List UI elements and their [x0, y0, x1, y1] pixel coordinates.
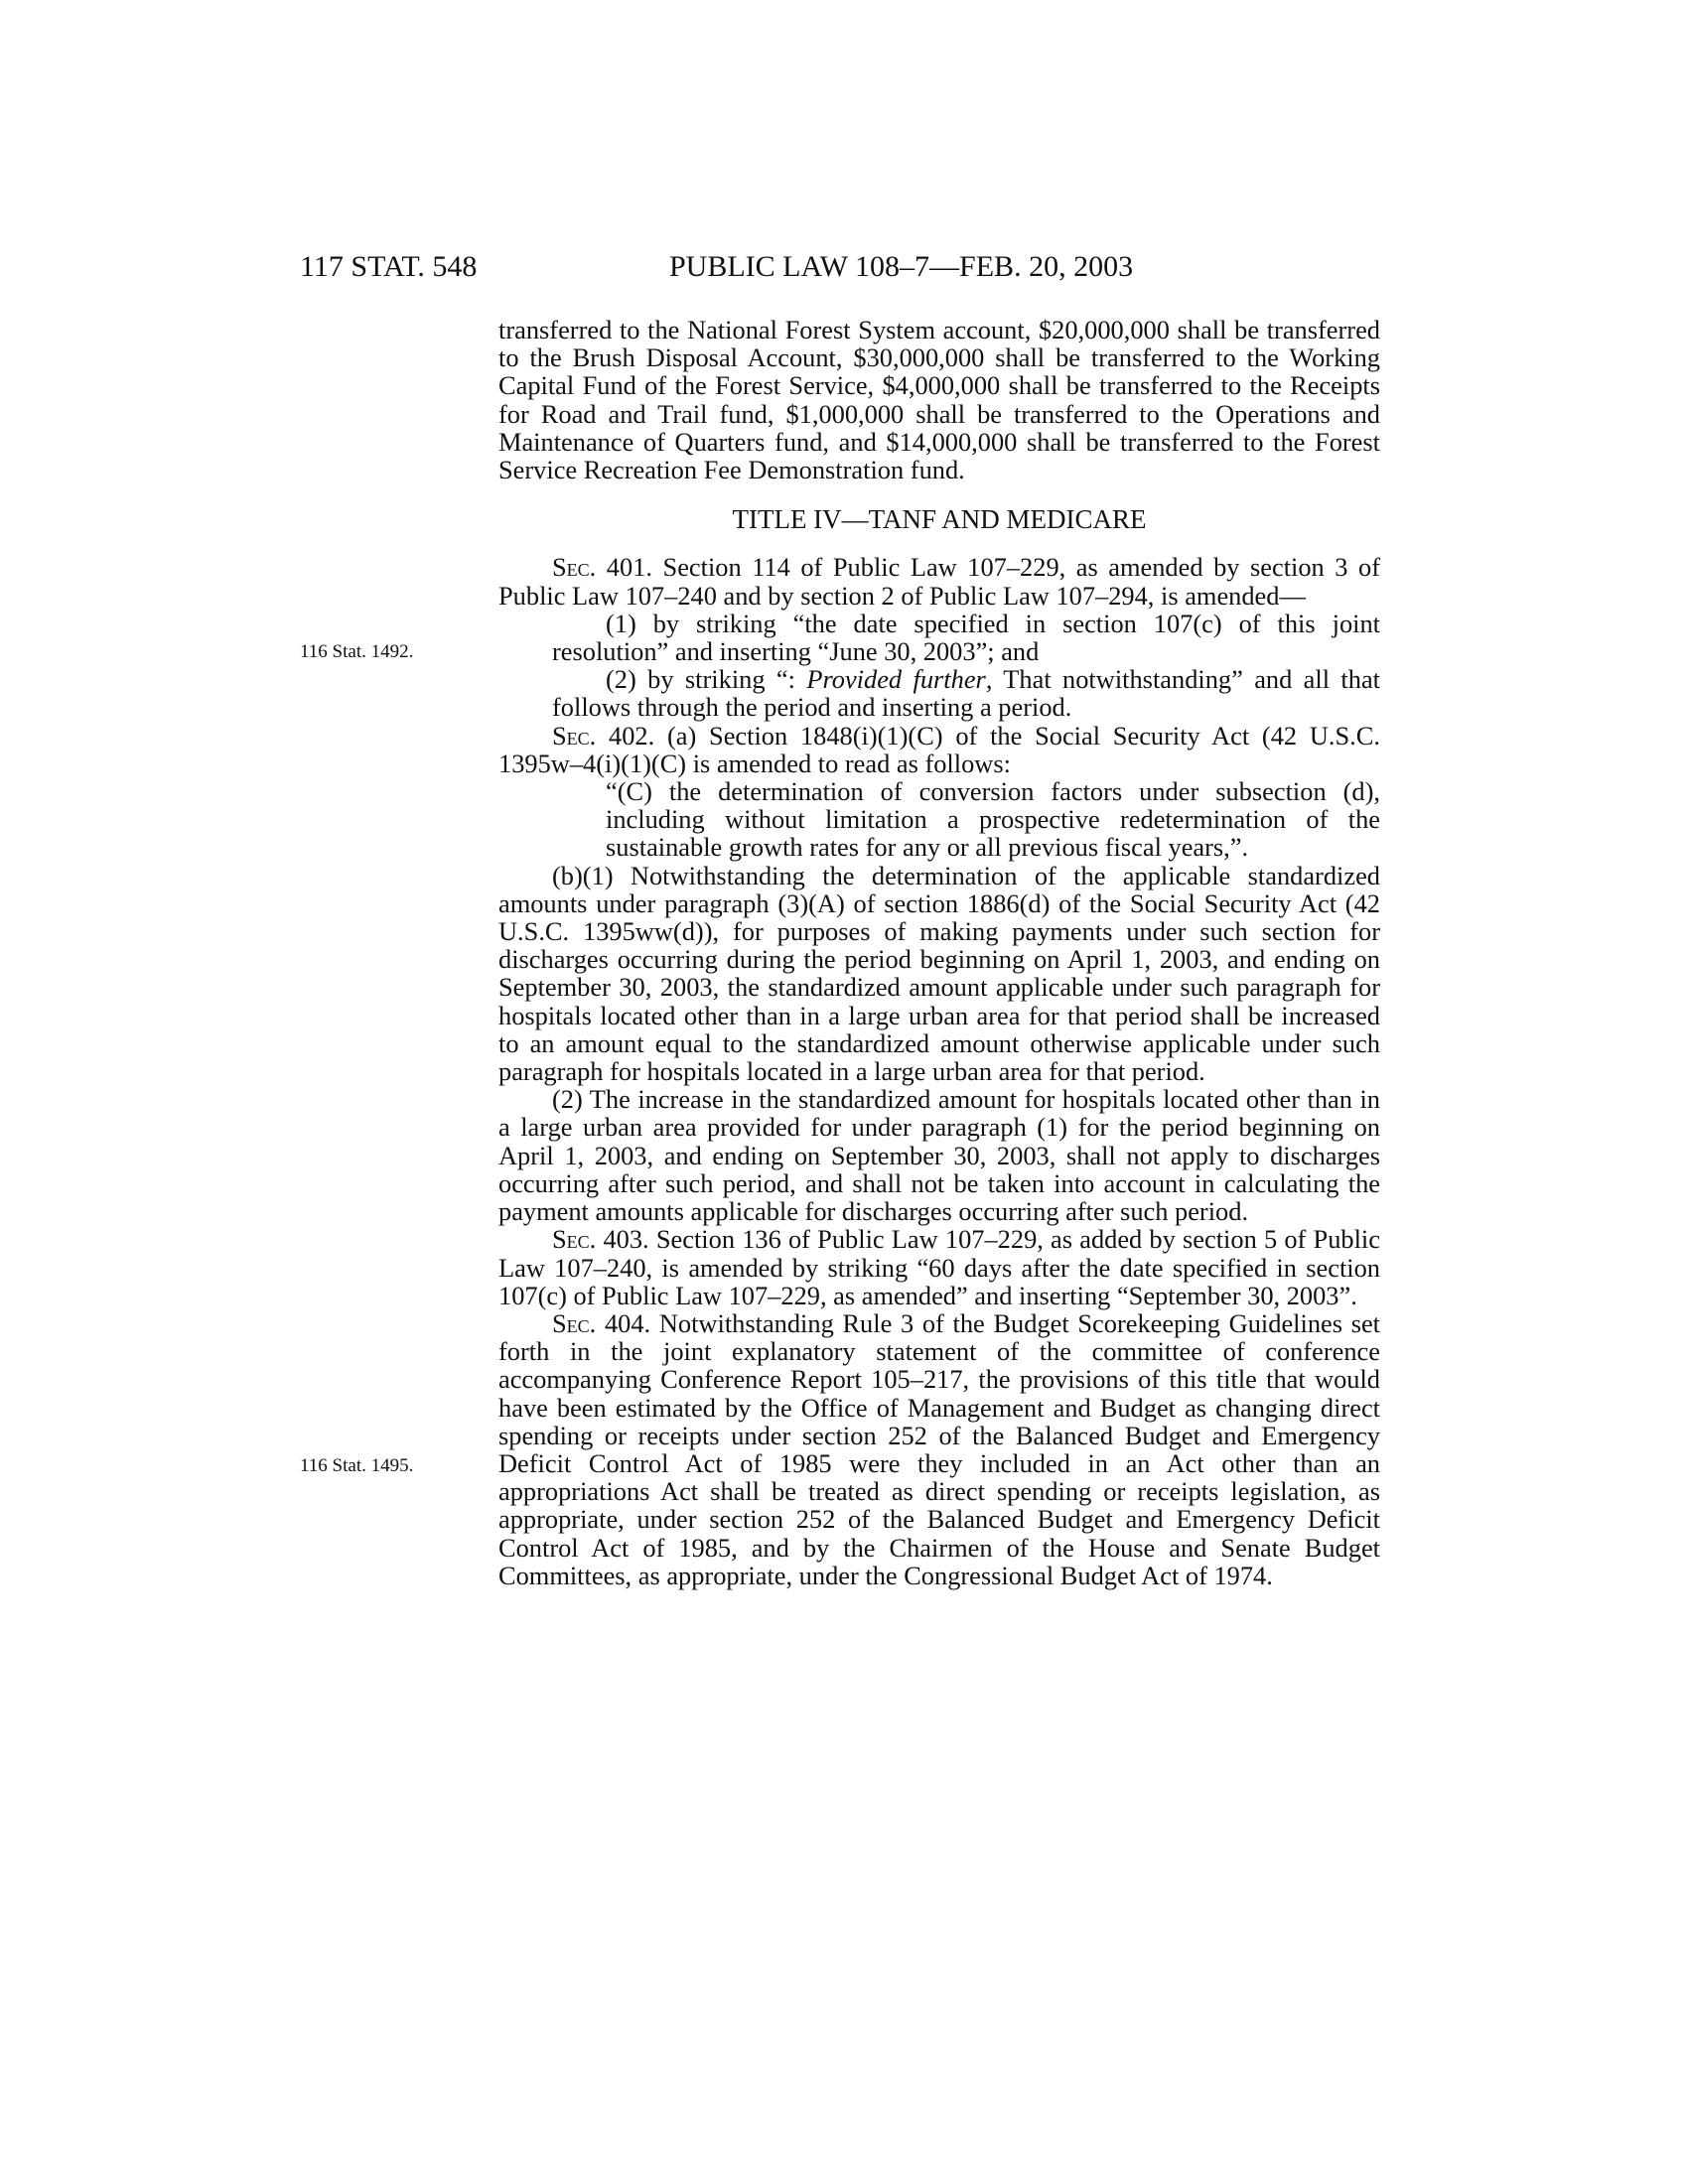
sec-402-label: Sec. 402.	[552, 720, 655, 751]
sec-403-text: Section 136 of Public Law 107–229, as added by section 5 of Public Law 107–240, is amended by striking “60 days after the date specified in section 107(c) of Public Law 107–229, as amended” and inserting “September 30, 2003”.	[498, 1224, 1380, 1310]
sec-402-b1-paragraph: (b)(1) Notwithstanding the determination of the applicable standardized amounts under paragraph (3)(A) of section 1886(d) of the Social Security Act (42 U.S.C. 1395ww(d)), for purposes of making payments under such section for discharges occurring during the period beginning on April 1, 2003, and ending on September 30, 2003, the standardized amount applicable under such paragraph for hospitals located other than in a large urban area for that period shall be increased to an amount equal to the standardized amount otherwise applicable under such paragraph for hospitals located in a large urban area for that period.	[498, 860, 1380, 1087]
margin-note-stat-1495: 116 Stat. 1495.	[300, 1455, 414, 1476]
stat-page-number: 117 STAT. 548	[300, 250, 478, 283]
sec-401-paragraph	[498, 553, 1380, 609]
sec-401-label: Sec. 401.	[552, 552, 652, 583]
sec-404-label: Sec. 404.	[552, 1307, 651, 1338]
document-body	[498, 316, 1380, 1589]
law-title-header: PUBLIC LAW 108–7—FEB. 20, 2003	[669, 250, 1134, 283]
sec-401-item-2-a: (2) by striking “:	[606, 664, 807, 695]
sec-403-paragraph	[498, 1225, 1380, 1309]
page-header	[300, 250, 1382, 290]
sec-401-item-2-b: , That notwithstanding” and all that follows through the period and inserting a period.	[552, 664, 1381, 723]
title-heading: TITLE IV—TANF AND MEDICARE	[732, 504, 1147, 535]
sec-402-quoted-text: “(C) the determination of conversion factors under subsection (d), including without limitation a prospective redetermination of the sustainable growth rates for any or all previous fiscal years,”.	[606, 776, 1380, 863]
sec-401-text: Section 114 of Public Law 107–229, as amended by section 3 of Public Law 107–240 and by section 2 of Public Law 107–294, is amended—	[498, 552, 1380, 611]
sec-401-item-2	[498, 665, 1380, 721]
margin-note-stat-1492: 116 Stat. 1492.	[300, 641, 414, 662]
sec-402-text: (a) Section 1848(i)(1)(C) of the Social Security Act (42 U.S.C. 1395w–4(i)(1)(C) is amended to read as follows:	[498, 720, 1380, 778]
sec-404-paragraph	[498, 1309, 1380, 1589]
sec-401-item-2-italic: Provided further	[806, 664, 986, 695]
sec-403-label: Sec. 403.	[552, 1224, 649, 1255]
intro-paragraph: transferred to the National Forest System account, $20,000,000 shall be transferred to the Brush Disposal Account, $30,000,000 shall be transferred to the Working Capital Fund of the Forest Service, $4,000,000 shall be transferred to the Receipts for Road and Trail fund, $1,000,000 shall be transferred to the Operations and Maintenance of Quarters fund, and $14,000,000 shall be transferred to the Forest Service Recreation Fee Demonstration fund.	[498, 315, 1380, 485]
sec-404-text: Notwithstanding Rule 3 of the Budget Scorekeeping Guidelines set forth in the joint explanatory statement of the committee of conference accompanying Conference Report 105–217, the provisions of this title that would have been estimated by the Office of Management and Budget as changing direct spending or receipts under section 252 of the Balanced Budget and Emergency Deficit Control Act of 1985 were they included in an Act other than an appropriations Act shall be treated as direct spending or receipts legislation, as appropriate, under section 252 of the Balanced Budget and Emergency Deficit Control Act of 1985, and by the Chairmen of the House and Senate Budget Committees, as appropriate, under the Congressional Budget Act of 1974.	[498, 1307, 1381, 1590]
sec-401-item-1: (1) by striking “the date specified in section 107(c) of this joint resolution” and inserting “June 30, 2003”; and	[552, 608, 1380, 667]
sec-402-paragraph	[498, 722, 1380, 777]
sec-402-b2-paragraph: (2) The increase in the standardized amount for hospitals located other than in a large urban area provided for under paragraph (1) for the period beginning on April 1, 2003, and ending on September 30, 2003, shall not apply to discharges occurring after such period, and shall not be taken into account in calculating the payment amounts applicable for discharges occurring after such period.	[498, 1084, 1380, 1227]
